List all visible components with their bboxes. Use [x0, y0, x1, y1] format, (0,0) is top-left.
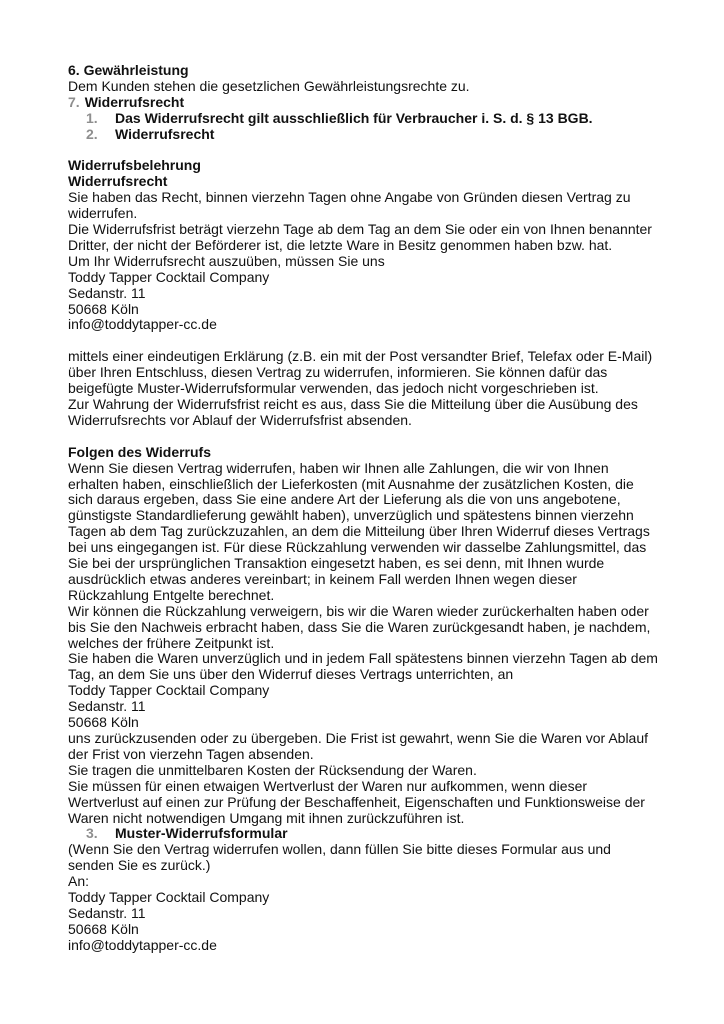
paragraph: uns zurückzusenden oder zu übergeben. Die Frist ist gewahrt, wenn Sie die Waren vor Ablauf der Frist von vierzehn Tagen absenden. [68, 730, 649, 762]
list-number: 7. [68, 93, 80, 110]
list-item [68, 127, 660, 143]
paragraph: info@toddytapper-cc.de [68, 936, 217, 953]
paragraph: Sie haben das Recht, binnen vierzehn Tagen ohne Angabe von Gründen diesen Vertrag zu widerrufen. [68, 189, 631, 222]
spacer [68, 429, 660, 445]
paragraph: 50668 Köln [68, 714, 139, 731]
list-item-text: Muster-Widerrufsformular [115, 825, 288, 842]
heading: Widerrufsrecht [68, 173, 168, 190]
paragraph: Sie tragen die unmittelbaren Kosten der Rücksendung der Waren. [68, 761, 477, 778]
paragraph: 50668 Köln [68, 300, 139, 317]
list-item [68, 826, 660, 842]
paragraph: Toddy Tapper Cocktail Company [68, 889, 270, 906]
list-number: 3. [86, 825, 98, 842]
paragraph: Sedanstr. 11 [68, 284, 146, 301]
document-content [68, 63, 660, 954]
paragraph: Toddy Tapper Cocktail Company [68, 268, 270, 285]
heading: 6. Gewährleistung [68, 62, 189, 78]
paragraph: mittels einer eindeutigen Erklärung (z.B. ein mit der Post versandter Brief, Telefax oder E-Mail) über Ihren Entschluss, diesen Vertrag zu widerrufen, informieren. Sie können dafür das beigefügte Muster-Widerrufsformular verwenden, das jedoch nicht vorgeschrieben ist. [68, 348, 653, 397]
paragraph: Um Ihr Widerrufsrecht auszuüben, müssen Sie uns [68, 252, 385, 269]
paragraph: Sie haben die Waren unverzüglich und in jedem Fall spätestens binnen vierzehn Tagen ab dem Tag, an dem Sie uns über den Widerruf dieses Vertrags unterrichten, an [68, 650, 658, 683]
paragraph: (Wenn Sie den Vertrag widerrufen wollen, dann füllen Sie bitte dieses Formular aus und senden Sie es zurück.) [68, 841, 611, 874]
paragraph: Sie müssen für einen etwaigen Wertverlust der Waren nur aufkommen, wenn dieser Wertverlust auf einen zur Prüfung der Beschaffenheit, Eigenschaften und Funktionsweise der Waren nicht notwendigen Umgang mit ihnen zurückzuführen ist. [68, 777, 645, 826]
paragraph: Wir können die Rückzahlung verweigern, bis wir die Waren wieder zurückerhalten haben oder bis Sie den Nachweis erbracht haben, dass Sie die Waren zurückgesandt haben, je nachdem, welches der frühere Zeitpunkt ist. [68, 602, 651, 651]
paragraph: Toddy Tapper Cocktail Company [68, 682, 270, 699]
paragraph: Dem Kunden stehen die gesetzlichen Gewährleistungsrechte zu. [68, 77, 470, 94]
paragraph: Wenn Sie diesen Vertrag widerrufen, haben wir Ihnen alle Zahlungen, die wir von Ihnen erhalten haben, einschließlich der Lieferkosten (mit Ausnahme der zusätzlichen Kosten, die sich daraus ergeben, dass Sie eine andere Art der Lieferung als die von uns angebotene, günstigste Standardlieferung gewählt haben), unverzüglich und spätestens binnen vierzehn Tagen ab dem Tag zurückzuzahlen, an dem die Mitteilung über Ihren Widerruf dieses Vertrags bei uns eingegangen ist. Für diese Rückzahlung verwenden wir dasselbe Zahlungsmittel, das Sie bei der ursprünglichen Transaktion eingesetzt haben, es sei denn, mit Ihnen wurde ausdrücklich etwas anderes vereinbart; in keinem Fall werden Ihnen wegen dieser Rückzahlung Entgelte berechnet. [68, 459, 650, 603]
heading: Widerrufsbelehrung [68, 157, 201, 174]
paragraph: Sedanstr. 11 [68, 904, 146, 921]
paragraph: 50668 Köln [68, 920, 139, 937]
paragraph: Zur Wahrung der Widerrufsfrist reicht es aus, dass Sie die Mitteilung über die Ausübung des Widerrufsrechts vor Ablauf der Widerrufsfrist absenden. [68, 396, 638, 428]
paragraph: Sedanstr. 11 [68, 698, 146, 715]
heading: Folgen des Widerrufs [68, 443, 212, 460]
list-item-text: Widerrufsrecht [115, 125, 215, 142]
list-number: 2. [86, 125, 98, 142]
section-heading-text: Widerrufsrecht [84, 93, 185, 110]
spacer [68, 143, 660, 159]
numbered-heading [68, 95, 660, 111]
spacer [68, 333, 660, 349]
paragraph: info@toddytapper-cc.de [68, 316, 217, 333]
list-item-text: Das Widerrufsrecht gilt ausschließlich für Verbraucher i. S. d. § 13 BGB. [115, 109, 593, 126]
paragraph: An: [68, 873, 90, 890]
list-item [68, 111, 660, 127]
list-number: 1. [86, 109, 98, 126]
paragraph: Die Widerrufsfrist beträgt vierzehn Tage ab dem Tag an dem Sie oder ein von Ihnen benannter Dritter, der nicht der Beförderer ist, die letzte Ware in Besitz genommen haben bzw. hat. [68, 221, 652, 253]
